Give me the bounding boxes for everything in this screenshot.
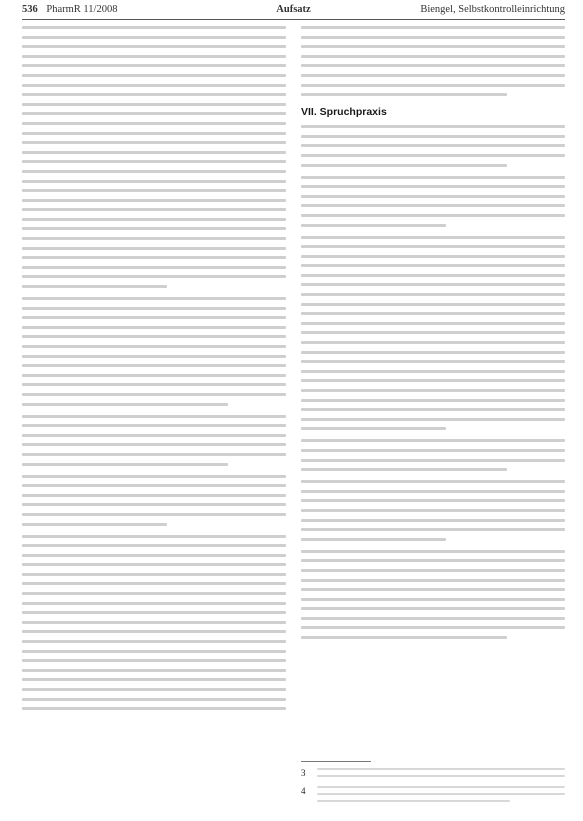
footnotes	[301, 761, 565, 811]
paragraph	[301, 550, 565, 639]
paragraph	[301, 26, 565, 96]
paragraph	[301, 236, 565, 431]
page-number: 536	[22, 4, 38, 15]
paragraph	[22, 415, 286, 466]
paragraph	[22, 26, 286, 288]
paragraph	[301, 125, 565, 166]
right-column	[301, 26, 565, 816]
footnote-rule	[301, 761, 371, 762]
page-header	[22, 2, 565, 18]
footnote	[301, 768, 565, 782]
paragraph	[301, 480, 565, 541]
footnote-number: 3	[301, 768, 306, 778]
header-rule	[22, 19, 565, 20]
paragraph	[301, 439, 565, 471]
paragraph	[301, 176, 565, 227]
paragraph	[22, 535, 286, 711]
footnote	[301, 786, 565, 807]
section-heading: VII. Spruchpraxis	[301, 106, 387, 119]
left-column	[22, 26, 286, 816]
section-label: Aufsatz	[276, 4, 311, 15]
paragraph	[22, 475, 286, 526]
running-title: Biengel, Selbstkontrolleinrichtung	[420, 4, 565, 15]
paragraph	[22, 297, 286, 406]
journal-citation: PharmR 11/2008	[46, 4, 118, 15]
footnote-number: 4	[301, 786, 306, 796]
